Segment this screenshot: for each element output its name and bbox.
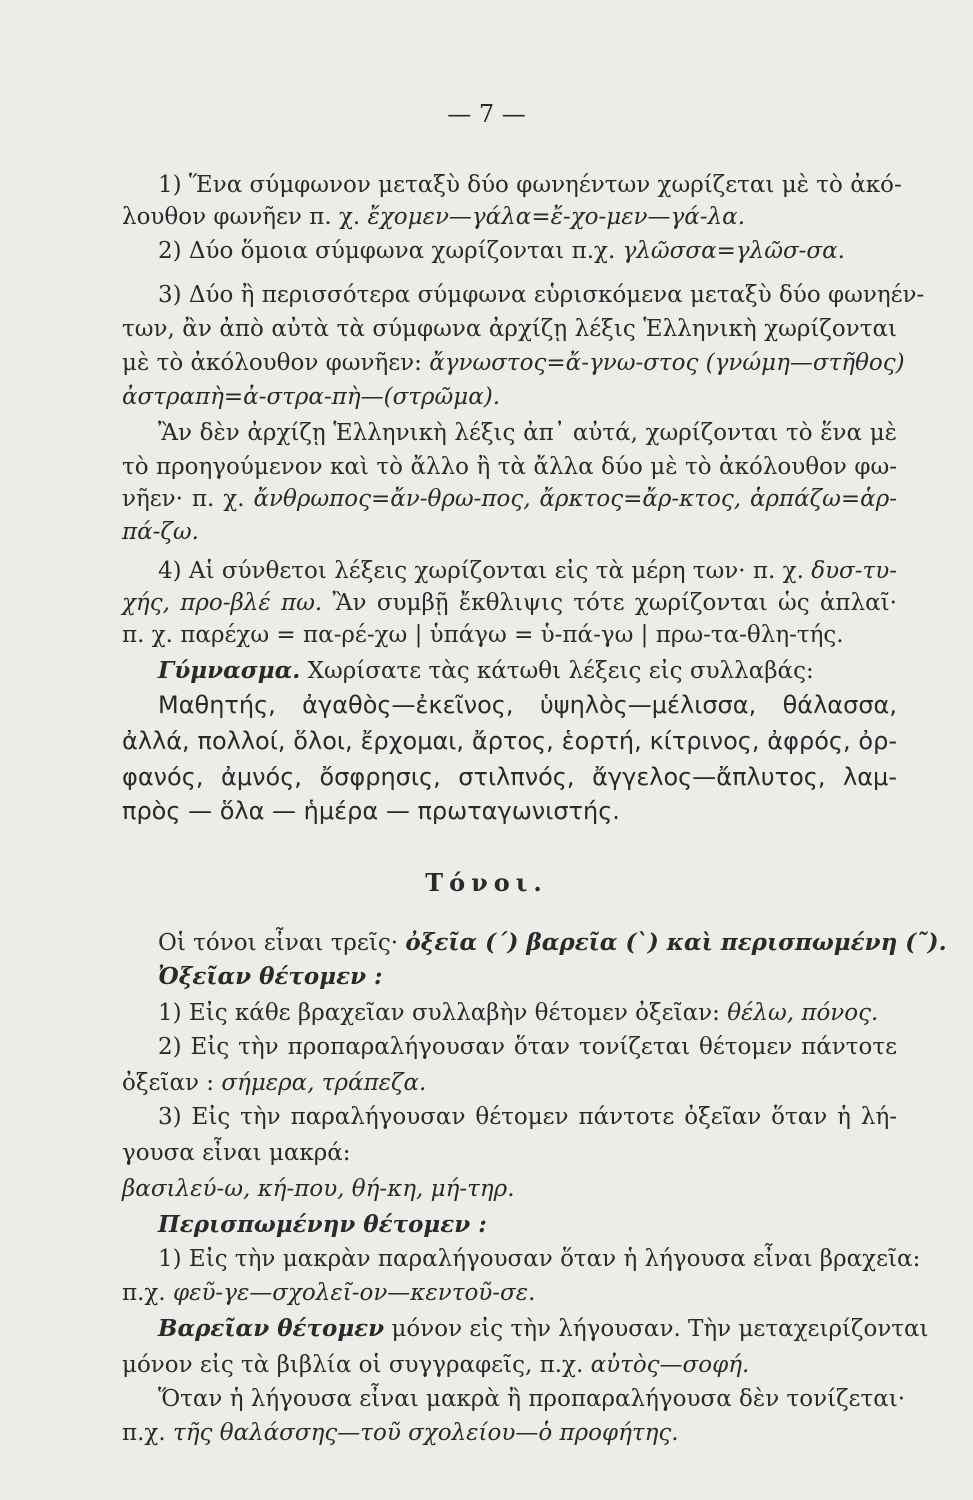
text-line: 3) Εἰς τὴν παραλήγουσαν θέτομεν πάντοτε ὀξεῖαν ὅταν ἡ λή- — [158, 1104, 897, 1130]
text-line: νῆεν· π. χ. ἄνθρωπος=ἄν-θρω-πος, ἄρκτος=ἄρ-κτος, ἁρπάζω=ἁρ- — [122, 486, 897, 512]
text-line: 1) Ἕνα σύμφωνον μεταξὺ δύο φωνηέντων χωρίζεται μὲ τὸ ἀκό- — [158, 172, 902, 198]
page-number: — 7 — — [447, 100, 526, 128]
text-line: λουθον φωνῆεν π. χ. ἔχομεν—γάλα=ἔ-χο-μεν—γά-λα. — [122, 204, 745, 230]
exercise-line: Μαθητής, ἀγαθὸς—ἐκεῖνος, ὑψηλὸς—μέλισσα, θάλασσα, — [158, 691, 897, 719]
exercise-line: φανός, ἀμνός, ὄσφρησις, στιλπνός, ἄγγελος—ἄπλυτος, λαμ- — [122, 763, 897, 791]
text-line: μόνον εἰς τὰ βιβλία οἱ συγγραφεῖς, π.χ. αὐτὸς—σοφή. — [122, 1352, 750, 1378]
text-line: 3) Δύο ἢ περισσότερα σύμφωνα εὑρισκόμενα μεταξὺ δύο φωνηέν- — [158, 282, 925, 308]
text-line: π. χ. παρέχω = πα-ρέ-χω | ὑπάγω = ὑ-πά-γω | πρω-τα-θλη-τής. — [122, 622, 844, 648]
text-line: π.χ. φεῦ-γε—σχολεῖ-ον—κεντοῦ-σε. — [122, 1280, 536, 1306]
text-line: μὲ τὸ ἀκόλουθον φωνῆεν: ἄγνωστος=ἄ-γνω-στος (γνώμη—στῆθος) — [122, 350, 905, 376]
section-heading: Τόνοι. — [425, 868, 548, 897]
text-line: 4) Αἱ σύνθετοι λέξεις χωρίζονται εἰς τὰ μέρη των· π. χ. δυσ-τυ- — [158, 558, 897, 584]
text-line: 2) Εἰς τὴν προπαραλήγουσαν ὅταν τονίζεται θέτομεν πάντοτε — [158, 1034, 897, 1060]
text-line: πά-ζω. — [122, 519, 199, 545]
subheading-line: Περισπωμένην θέτομεν : — [158, 1211, 487, 1238]
text-line: 1) Εἰς κάθε βραχεῖαν συλλαβὴν θέτομεν ὀξεῖαν: θέλω, πόνος. — [158, 1000, 879, 1026]
text-line: Βαρεῖαν θέτομεν μόνον εἰς τὴν λήγουσαν. Τὴν μεταχειρίζονται — [158, 1315, 929, 1342]
text-line: Ἂν δὲν ἀρχίζῃ Ἑλληνικὴ λέξις ἀπ᾽ αὐτά, χωρίζονται τὸ ἕνα μὲ — [158, 420, 897, 446]
text-line: βασιλεύ-ω, κή-που, θή-κη, μή-τηρ. — [122, 1176, 515, 1202]
subheading-line: Ὀξεῖαν θέτομεν : — [158, 963, 383, 990]
exercise-title-line: Γύμνασμα. Χωρίσατε τὰς κάτωθι λέξεις εἰς συλλαβάς: — [158, 657, 814, 684]
text-line: 2) Δύο ὅμοια σύμφωνα χωρίζονται π.χ. γλῶσσα=γλῶσ-σα. — [158, 238, 845, 264]
text-line: χής, προ-βλέ πω. Ἂν συμβῇ ἔκθλιψις τότε χωρίζονται ὡς ἁπλαῖ· — [122, 590, 897, 616]
exercise-line: πρὸς — ὅλα — ἡμέρα — πρωταγωνιστής. — [122, 797, 620, 825]
exercise-line: ἀλλά, πολλοί, ὅλοι, ἔρχομαι, ἄρτος, ἑορτή, κίτρινος, ἀφρός, ὀρ- — [122, 727, 897, 755]
text-line: τὸ προηγούμενον καὶ τὸ ἄλλο ἢ τὰ ἄλλα δύο μὲ τὸ ἀκόλουθον φω- — [122, 454, 897, 480]
text-line: ὀξεῖαν : σήμερα, τράπεζα. — [122, 1070, 427, 1096]
text-line: ἀστραπὴ=ἀ-στρα-πὴ—(στρῶμα). — [122, 384, 501, 410]
text-line: Οἱ τόνοι εἶναι τρεῖς· ὀξεῖα (´) βαρεῖα (`) καὶ περισπωμένη (῀). — [158, 929, 947, 956]
text-line: π.χ. τῆς θαλάσσης—τοῦ σχολείου—ὁ προφήτης. — [122, 1420, 679, 1446]
text-line: Ὅταν ἡ λήγουσα εἶναι μακρὰ ἢ προπαραλήγουσα δὲν τονίζεται· — [158, 1386, 906, 1412]
text-line: 1) Εἰς τὴν μακρὰν παραλήγουσαν ὅταν ἡ λήγουσα εἶναι βραχεῖα: — [158, 1246, 921, 1272]
text-line: γουσα εἶναι μακρά: — [122, 1140, 351, 1166]
text-line: των, ἂν ἀπὸ αὐτὰ τὰ σύμφωνα ἀρχίζῃ λέξις Ἑλληνικὴ χωρίζονται — [122, 316, 897, 342]
